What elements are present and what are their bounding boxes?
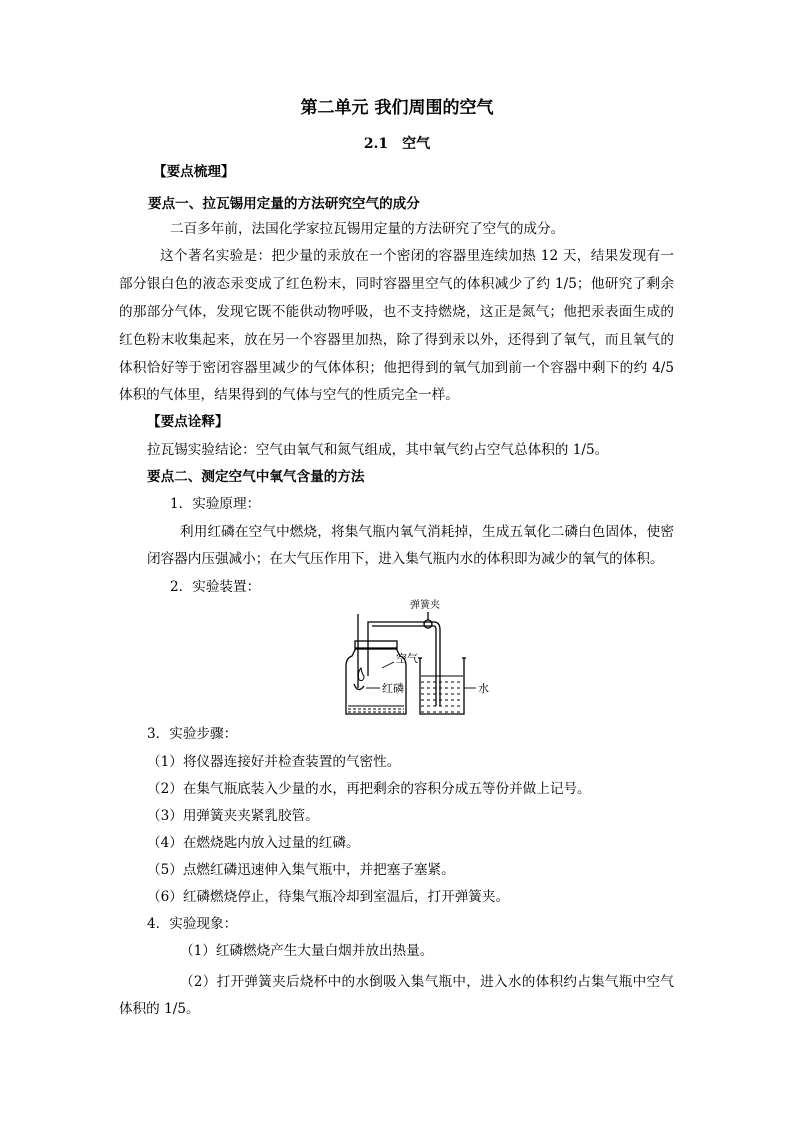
page-title: 第二单元 我们周围的空气	[300, 98, 494, 118]
phenomenon-1: （1）红磷燃烧产生大量白烟并放出热量。	[180, 943, 434, 959]
step-6: （6）红磷燃烧停止，待集气瓶冷却到室温后，打开弹簧夹。	[147, 889, 510, 905]
point1-heading: 要点一、拉瓦锡用定量的方法研究空气的成分	[148, 196, 420, 212]
step-4: （4）在燃烧匙内放入过量的红磷。	[147, 835, 360, 851]
history-line-5: 体积恰好等于密闭容器里减少的气体体积；他把得到的氧气加到前一个容器中剩下的约 4/5	[119, 360, 674, 376]
section-heading-key-points: 【要点梳理】	[153, 164, 235, 180]
point2-heading: 要点二、测定空气中氧气含量的方法	[147, 469, 365, 485]
phenomenon-2-cont: 体积的 1/5。	[119, 1001, 200, 1017]
step-2: （2）在集气瓶底装入少量的水，再把剩余的容积分成五等份并做上记号。	[147, 781, 591, 797]
history-line-1: 这个著名实验是：把少量的汞放在一个密闭的容器里连续加热 12 天，结果发现有一	[160, 248, 674, 264]
flame-icon	[358, 668, 364, 681]
step-3: （3）用弹簧夹夹紧乳胶管。	[147, 808, 319, 824]
lavoisier-conclusion: 拉瓦锡实验结论：空气由氧气和氮气组成，其中氧气约占空气总体积的 1/5。	[147, 442, 609, 458]
label-red-phosphorus: 红磷	[382, 682, 404, 695]
phenomena-label: 4．实验现象：	[147, 916, 238, 932]
beaker-water	[421, 676, 463, 712]
principle-line-2: 闭容器内压强减小；在大气压作用下，进入集气瓶内水的体积即为减少的氧气的体积。	[147, 551, 664, 567]
spring-clamp	[424, 620, 432, 628]
history-line-3: 的那部分气体，发现它既不能供动物呼吸，也不支持燃烧，这正是氮气；他把汞表面生成的	[119, 304, 674, 320]
principle-label: 1．实验原理：	[170, 496, 261, 512]
history-line-4: 红色粉末收集起来，放在另一个容器里加热，除了得到汞以外，还得到了氧气，而且氧气的	[119, 332, 674, 348]
section-heading-explanation: 【要点诠释】	[147, 414, 229, 430]
step-1: （1）将仪器连接好并检查装置的气密性。	[147, 754, 401, 770]
section-subtitle: 2.1 空气	[363, 136, 431, 152]
apparatus-diagram	[330, 596, 510, 718]
steps-label: 3．实验步骤：	[147, 726, 238, 742]
apparatus-label: 2．实验装置：	[170, 579, 261, 595]
history-line-2: 部分银白色的液态汞变成了红色粉末，同时容器里空气的体积减少了约 1/5；他研究了剩余	[119, 276, 674, 292]
principle-line-1: 利用红磷在空气中燃烧，将集气瓶内氧气消耗掉，生成五氧化二磷白色固体，使密	[180, 524, 674, 540]
phenomenon-2: （2）打开弹簧夹后烧杯中的水倒吸入集气瓶中，进入水的体积约占集气瓶中空气	[180, 974, 674, 990]
label-water: 水	[478, 682, 489, 695]
combustion-spoon	[354, 684, 364, 690]
step-5: （5）点燃红磷迅速伸入集气瓶中，并把塞子塞紧。	[147, 862, 455, 878]
label-spring-clamp: 弹簧夹	[410, 600, 440, 611]
label-air: 空气	[396, 652, 418, 665]
history-intro: 二百多年前，法国化学家拉瓦锡用定量的方法研究了空气的成分。	[170, 221, 565, 237]
history-line-6: 体积的气体里，结果得到的气体与空气的性质完全一样。	[119, 387, 459, 403]
